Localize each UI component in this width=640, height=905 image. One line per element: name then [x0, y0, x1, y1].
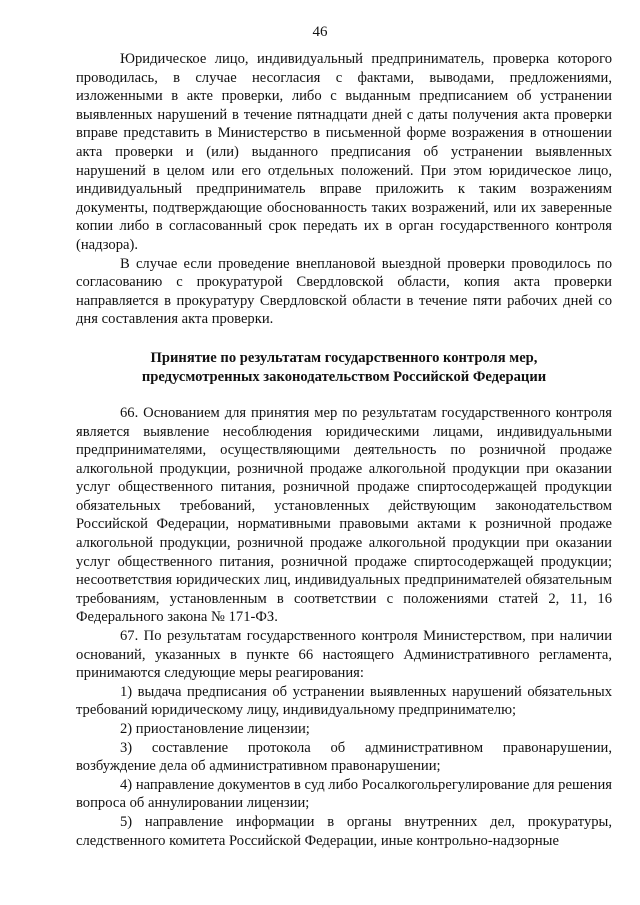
paragraph-66: 66. Основанием для принятия мер по результатам государственного контроля является выявление несоблюдения юридическими лицами, индивидуальными предпринимателями, осуществляющими деятельность по розничной продаже алкогольной продукции, розничной продаже алкогольной продукции при оказании услуг общественного питания, розничной продаже спиртосодержащей продукции обязательных требований, установленных действующим законодательством Российской Федерации, нормативными правовыми актами к розничной продаже алкогольной продукции, розничной продаже алкогольной продукции при оказании услуг общественного питания, розничной продаже спиртосодержащей продукции; несоответствия юридических лиц, индивидуальных предпринимателей обязательным требованиям, установленным в соответствии с положениями статей 2, 11, 16 Федерального закона № 171-ФЗ. [76, 404, 612, 626]
paragraph-67: 67. По результатам государственного контроля Министерством, при наличии оснований, указанных в пункте 66 настоящего Административного регламента, принимаются следующие меры реагирования: [76, 628, 612, 682]
document-body [76, 50, 612, 850]
section-heading-line2: предусмотренных законодательством Российской Федерации [141, 368, 547, 385]
list-item-1: 1) выдача предписания об устранении выявленных нарушений обязательных требований юридическому лицу, индивидуальному предпринимателю; [76, 683, 612, 719]
list-item-5: 5) направление информации в органы внутренних дел, прокуратуры, следственного комитета Российской Федерации, иные контрольно-надзорные [76, 813, 612, 849]
list-item-2: 2) приостановление лицензии; [120, 721, 310, 737]
page-number: 46 [312, 24, 328, 40]
paragraph-objections: Юридическое лицо, индивидуальный предприниматель, проверка которого проводилась, в случае несогласия с фактами, выводами, предложениями, изложенными в акте проверки, либо с выданным предписанием об устранении выявленных нарушений в течение пятнадцати дней с даты получения акта проверки вправе представить в Министерство в письменной форме возражения в отношении акта проверки и (или) выданного предписания об устранении выявленных нарушений в целом или его отдельных положений. При этом юридическое лицо, индивидуальный предприниматель вправе приложить к таким возражениям документы, подтверждающие обоснованность таких возражений, или их заверенные копии либо в согласованный срок передать их в орган государственного контроля (надзора). [76, 51, 612, 253]
section-heading-line1: Принятие по результатам государственного контроля мер, [150, 349, 538, 366]
paragraph-prosecutor: В случае если проведение внеплановой выездной проверки проводилось по согласованию с прокуратурой Свердловской области, копия акта проверки направляется в прокуратуру Свердловской области в течение пяти рабочих дней со дня составления акта проверки. [76, 255, 612, 328]
list-item-4: 4) направление документов в суд либо Росалкогольрегулирование для решения вопроса об аннулировании лицензии; [76, 776, 612, 812]
list-item-3: 3) составление протокола об административном правонарушении, возбуждение дела об административном правонарушении; [76, 739, 612, 775]
